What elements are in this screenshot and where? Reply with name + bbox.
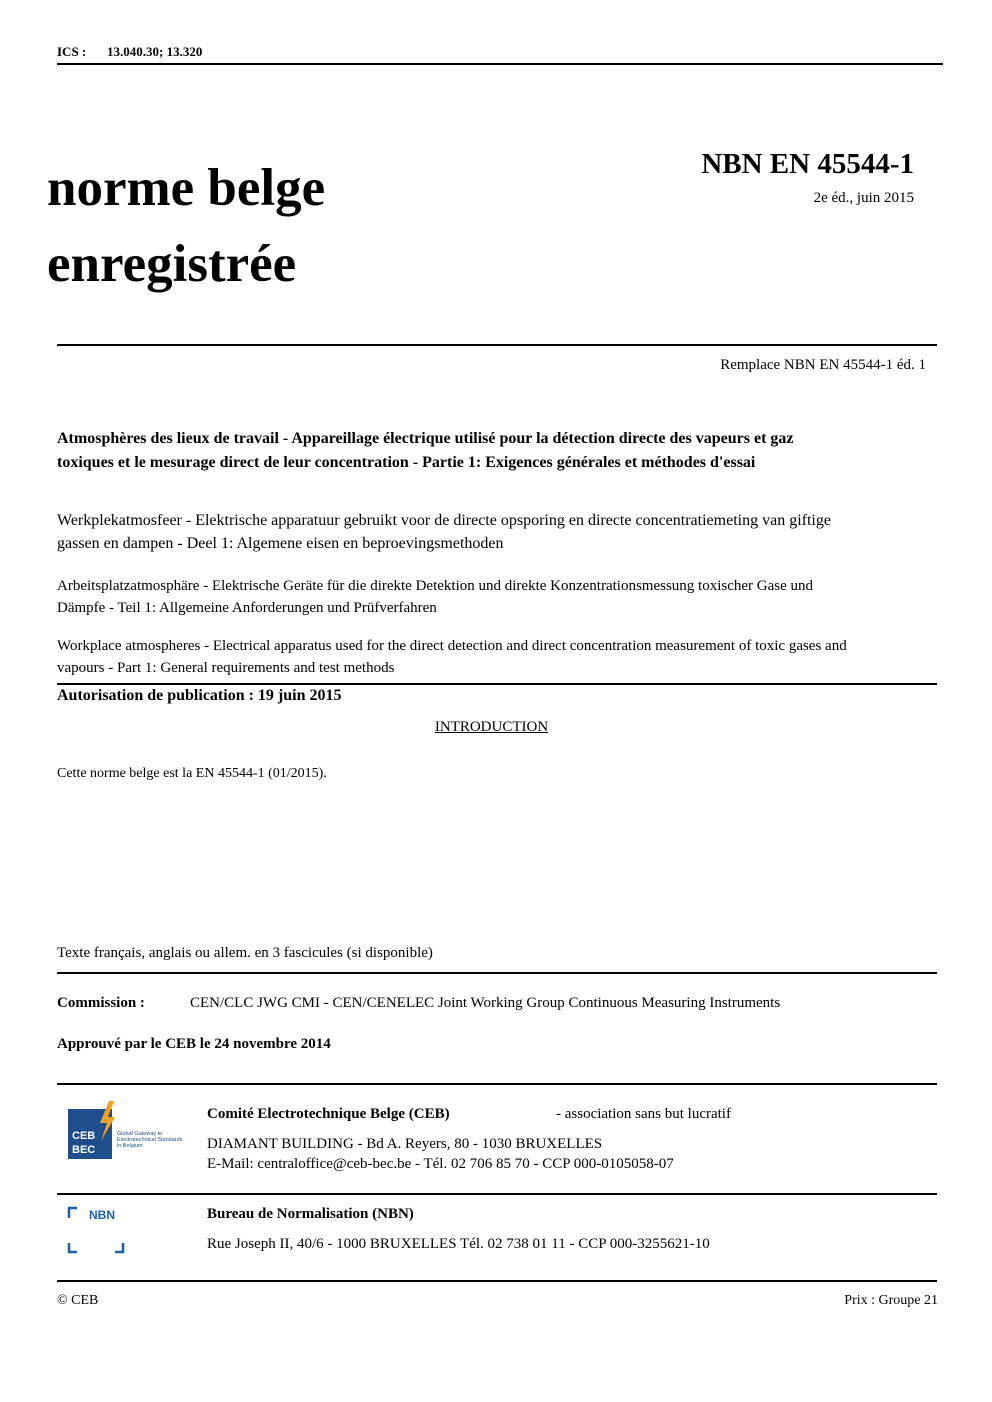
ceb-status: - association sans but lucratif [556,1106,731,1122]
nbn-logo-text: NBN [89,1208,115,1222]
titles-divider [57,683,937,685]
title-german: Arbeitsplatzatmosphäre - Elektrische Geräte für die direkte Detektion und direkte Konzentrationsmessung toxischer Gase und Dämpfe - Teil 1: Allgemeine Anforderungen und Prüfverfahren [57,578,813,616]
price-group: Prix : Groupe 21 [844,1293,938,1308]
ceb-logo [67,1101,187,1161]
ceb-logo-text-2: BEC [72,1144,96,1156]
org-top-divider [57,1083,937,1085]
title-french: Atmosphères des lieux de travail - Appareillage électrique utilisé pour la détection directe des vapeurs et gaz toxiques et le mesurage direct de leur concentration - Partie 1: Exigences générales et méthodes d'essai [57,430,794,471]
introduction-heading: INTRODUCTION [434,719,549,735]
commission-value: CEN/CLC JWG CMI - CEN/CENELEC Joint Working Group Continuous Measuring Instruments [190,995,781,1011]
org-middle-divider [57,1193,937,1195]
nbn-logo [67,1206,127,1254]
ceb-logo-tagline: Global Gateway to Electrotechnical Standards in Belgium [117,1131,183,1149]
ceb-address: DIAMANT BUILDING - Bd A. Reyers, 80 - 1030 BRUXELLES [207,1136,603,1152]
approval-date: Approuvé par le CEB le 24 novembre 2014 [57,1036,331,1052]
ceb-logo-graphic [67,1101,187,1161]
edition: 2e éd., juin 2015 [813,190,914,206]
corner-bottom-right-icon [115,1243,123,1252]
header-divider [57,344,937,346]
ics-label: ICS : [57,44,87,59]
footer-divider [57,1280,937,1282]
ics-code [57,44,202,60]
commission-label: Commission : [57,995,145,1011]
standard-number: NBN EN 45544-1 [701,148,914,180]
ceb-contact: E-Mail: centraloffice@ceb-bec.be - Tél. 02 706 85 70 - CCP 000-0105058-07 [207,1156,674,1172]
copyright: © CEB [57,1293,99,1308]
nbn-name: Bureau de Normalisation (NBN) [207,1206,414,1222]
doc-type-line1: norme belge [47,159,326,217]
replaces-note: Remplace NBN EN 45544-1 éd. 1 [720,357,926,373]
doc-type-title [47,150,325,302]
nbn-address: Rue Joseph II, 40/6 - 1000 BRUXELLES Tél. 02 738 01 11 - CCP 000-3255621-10 [207,1236,710,1252]
nbn-logo-graphic [67,1206,127,1254]
language-divider [57,972,937,974]
ceb-name: Comité Electrotechnique Belge (CEB) [207,1106,450,1122]
corner-top-left-icon [69,1208,77,1218]
doc-type-line2: enregistrée [47,235,297,293]
top-divider [57,63,943,65]
ics-value: 13.040.30; 13.320 [107,44,203,59]
title-dutch: Werkplekatmosfeer - Elektrische apparatuur gebruikt voor de directe opsporing en directe concentratiemeting van giftige gassen en dampen - Deel 1: Algemene eisen en beproevingsmethoden [57,512,831,552]
ceb-logo-text-1: CEB [72,1130,96,1142]
language-note: Texte français, anglais ou allem. en 3 fascicules (si disponible) [57,945,433,961]
introduction-text: Cette norme belge est la EN 45544-1 (01/2015). [57,766,327,781]
publication-authorisation: Autorisation de publication : 19 juin 2015 [57,687,342,704]
title-english: Workplace atmospheres - Electrical apparatus used for the direct detection and direct concentration measurement of toxic gases and vapours - Part 1: General requirements and test methods [57,638,847,676]
corner-bottom-left-icon [69,1243,77,1252]
